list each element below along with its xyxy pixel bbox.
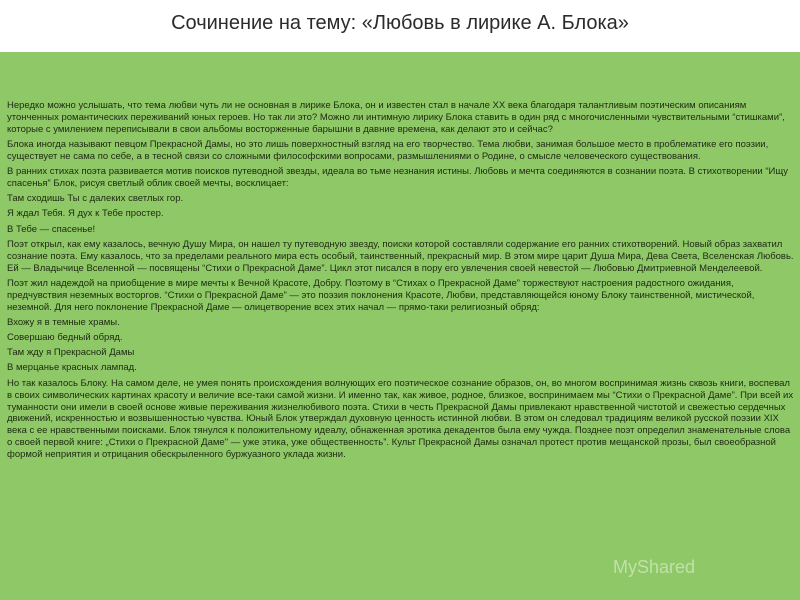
paragraph: Поэт жил надеждой на приобщение в мире мечты к Вечной Красоте, Добру. Поэтому в “Стихах о Прекрасной Даме” торжествуют настроения радостного ожидания, предчувствия неземных восторгов. “Стихи о Прекрасной Даме” — это поэзия поклонения Красоте, Любви, представляющейся юному Блоку таинственной, мистической, неземной. Для него поклонение Прекрасной Даме — олицетворение всех этих начал — прямо-таки религиозный обряд: [7, 277, 755, 313]
paragraph: В ранних стихах поэта развивается мотив поисков путеводной звезды, идеала во тьме незнания истины. Любовь и мечта соединяются в сознании поэта. В стихотворении “Ищу спасенья” Блок, рисуя светлый облик своей мечты, восклицает: [7, 166, 789, 190]
slide-content [0, 52, 800, 600]
poem-line: Там жду я Прекрасной Дамы [7, 347, 135, 359]
poem-line: Я ждал Тебя. Я дух к Тебе простер. [7, 208, 164, 220]
slide-title: Сочинение на тему: «Любовь в лирике А. Блока» [171, 12, 629, 34]
paragraph: Блока иногда называют певцом Прекрасной Дамы, но это лишь поверхностный взгляд на его творчество. Тема любви, занимая большое место в проблематике его поэзии, существует не сама по себе, а в тесной связи со сложными философскими вопросами, размышлениями о Родине, о смысле человеческого существования. [7, 139, 769, 162]
paragraph: Нередко можно услышать, что тема любви чуть ли не основная в лирике Блока, он и известен стал в начале XX века благодаря талантливым поэтическим описаниям утонченных романтических переживаний юных героев. Но так ли это? Можно ли интимную лирику Блока ставить в один ряд с многочисленными чувствительными “стишками”, которые с умилением переписывали в свои альбомы восторженные барышни в давние времена, как делают это и сейчас? [7, 100, 785, 135]
paragraph: Но так казалось Блоку. На самом деле, не умея понять происхождения волнующих его поэтическое сознание образов, он, во многом воспринимая жизнь сквозь книги, воспевал в своих символических картинах красоту и величие все-таки самой жизни. И именно так, как живое, родное, близкое, воспринимаем мы “Стихи о Прекрасной Даме”. При всей их туманности они имели в своей основе живые переживания жизнелюбивого поэта. Стихи в честь Прекрасной Дамы привлекают нравственной чистотой и свежестью сердечных движений, искренностью и возвышенностью чувства. Юный Блок утверждал духовную ценность истинной любви. В этом он следовал традициям великой русской поэзии XIX века с ее нравственными поисками. Блок тянулся к положительному идеалу, обнаженная эротика декадентов была ему чужда. Позднее поэт определил знаменательные слова о своей первой книге: „Стихи о Прекрасной Даме" — уже этика, уже общественность”. Культ Прекрасной Дамы означал протест против мещанской прозы, был своеобразной формой неприятия и отрицания обескрыленного буржуазного уклада жизни. [7, 377, 794, 461]
essay-text [7, 100, 795, 464]
poem-line: В Тебе — спасенье! [7, 223, 96, 235]
watermark: MyShared [613, 557, 696, 577]
title-bar [0, 0, 800, 52]
poem-line: В мерцаньe красных лампад. [7, 362, 137, 374]
poem-line: Совершаю бедный обряд. [7, 332, 123, 344]
poem-line: Вхожу я в темные храмы. [7, 316, 120, 328]
poem-line: Там сходишь Ты с далеких светлых гор. [7, 193, 184, 205]
paragraph: Поэт открыл, как ему казалось, вечную Душу Мира, он нашел ту путеводную звезду, поиски которой составляли содержание его ранних стихотворений. Новый образ захватил сознание поэта. Ему казалось, что за пределами реального мира есть особый, таинственный, прекрасный мир. В этом мире царит Душа Мира, Дева Света, Вселенская Любовь. Ей — Владычице Вселенной — посвящены “Стихи о Прекрасной Даме”. Цикл этот писался в пору его увлечения своей невестой — Любовью Дмитриевной Менделеевой. [7, 238, 794, 274]
